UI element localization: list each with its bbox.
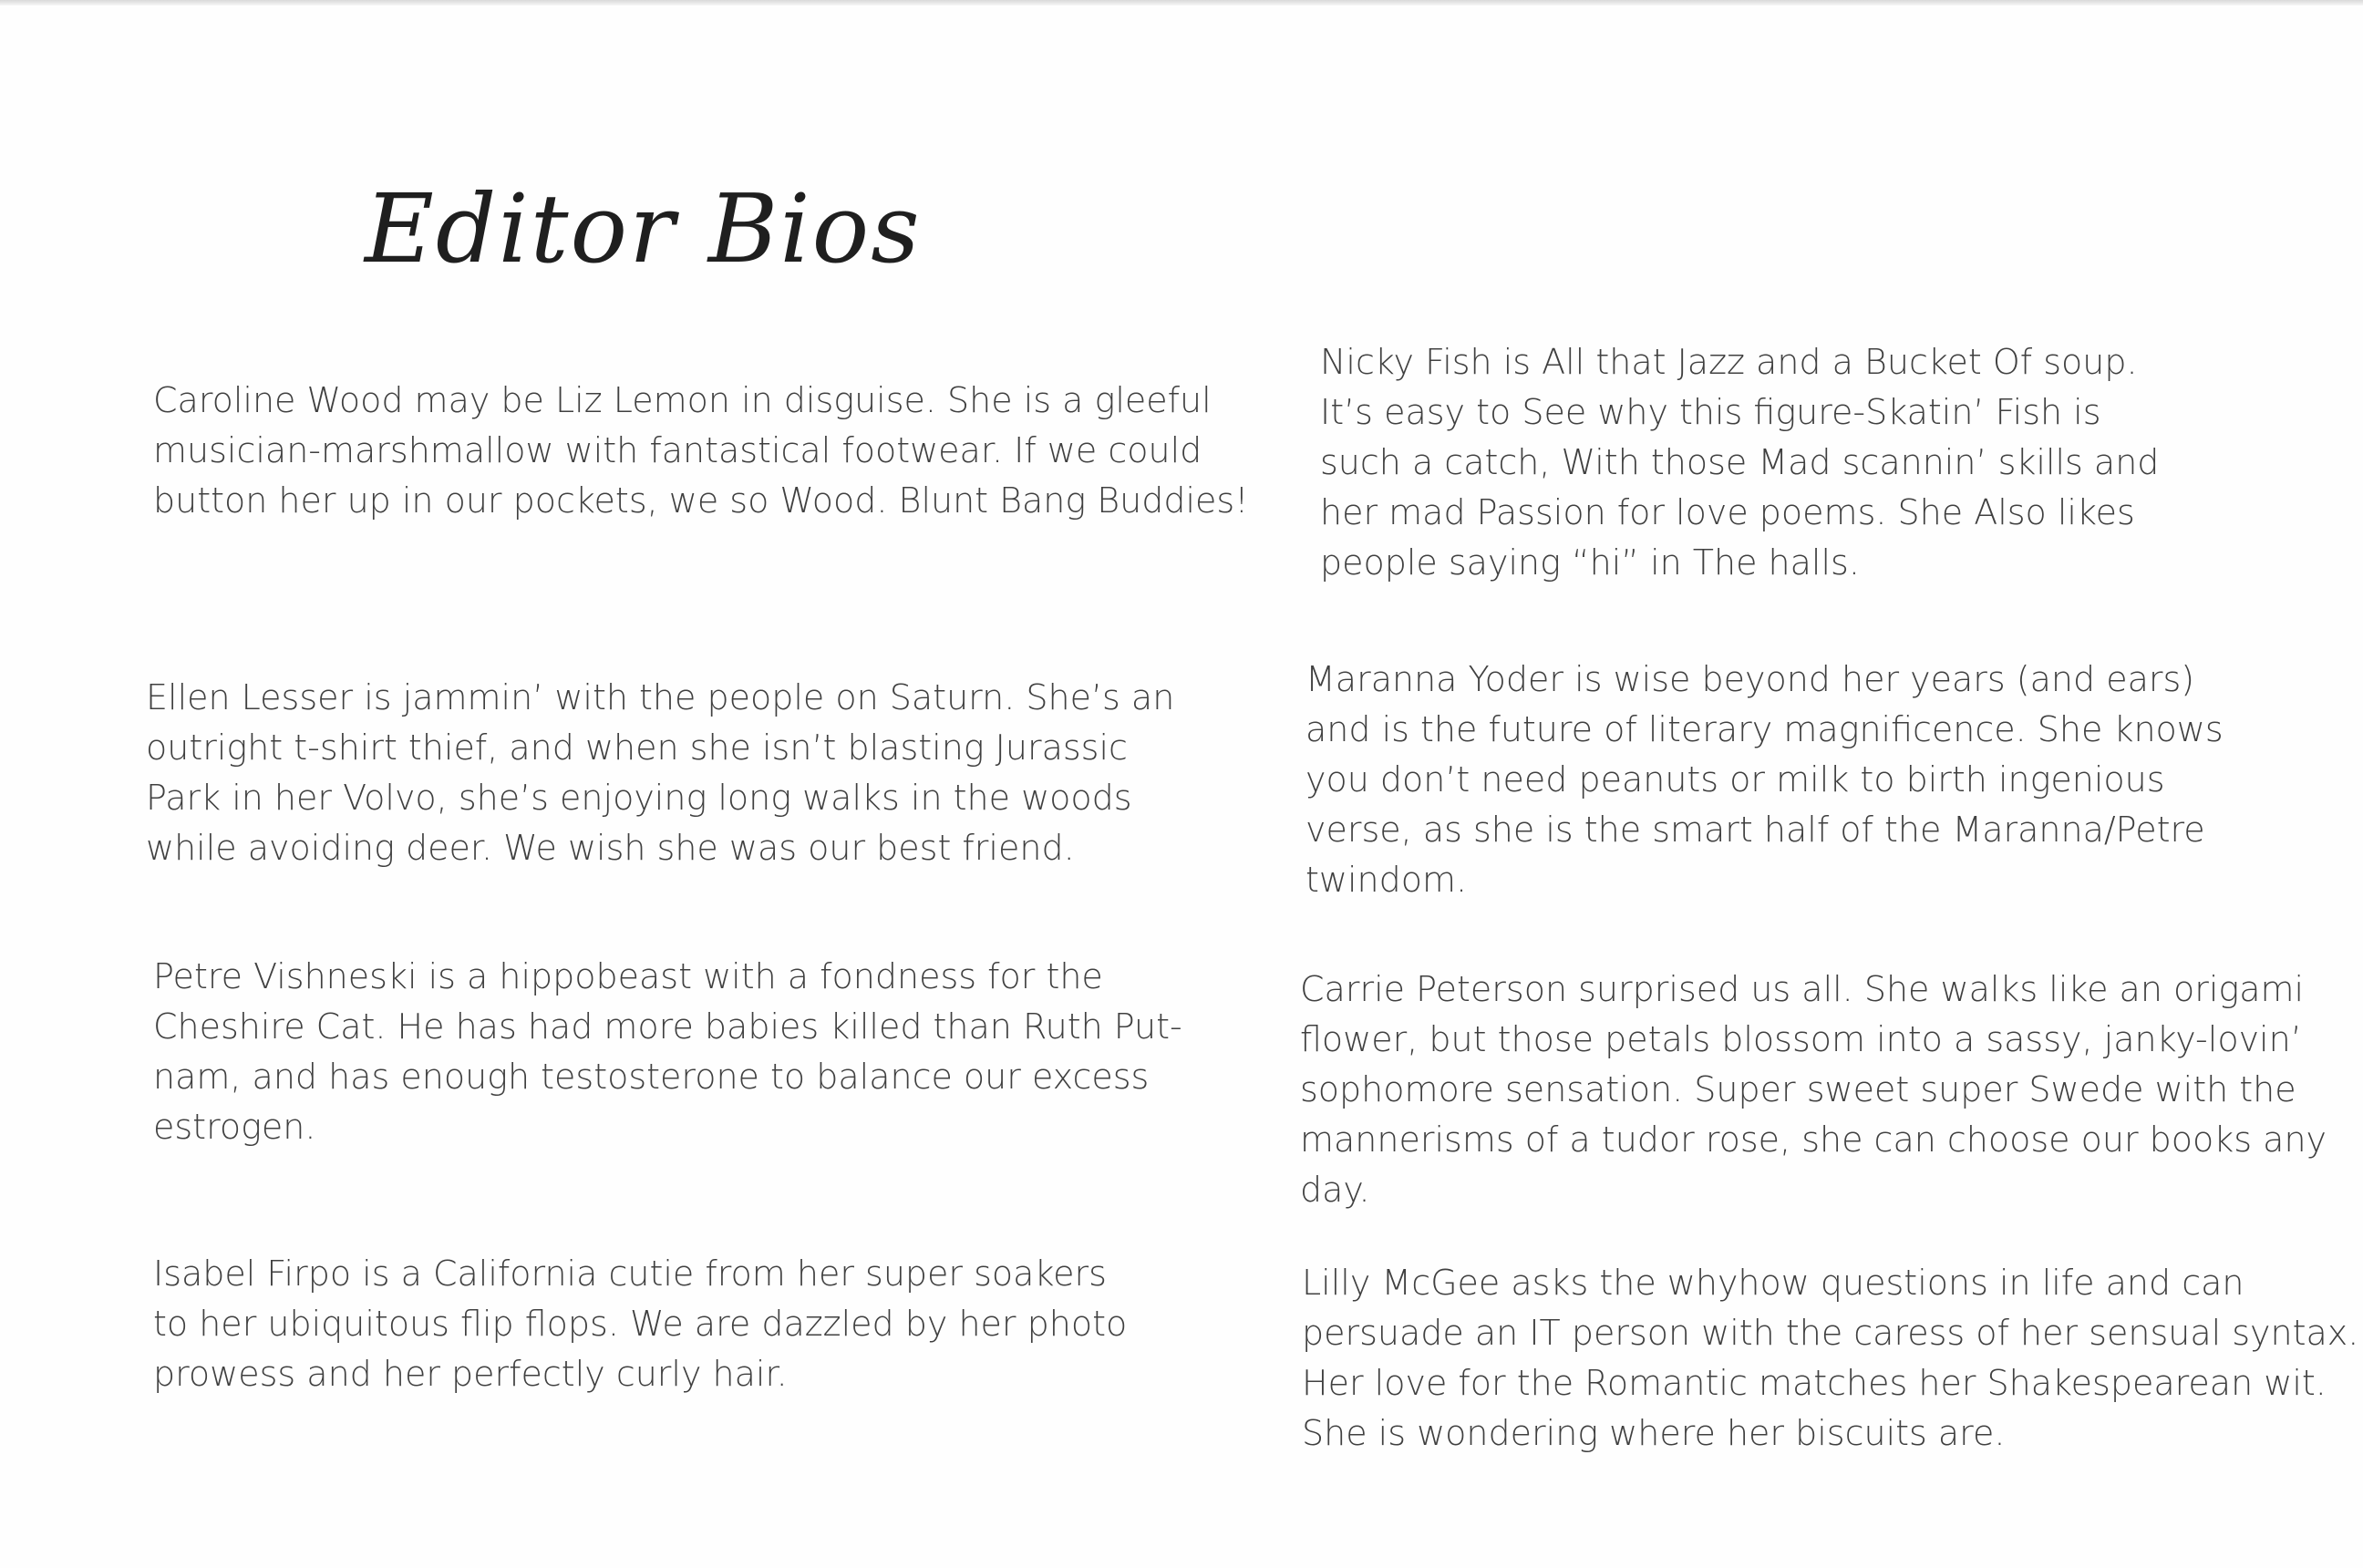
bio-carrie-peterson: Carrie Peterson surprised us all. She walks like an origami flower, but those petals blossom into a sassy, janky-lovin’ sophomore sensation. Super sweet super Swede with the mannerisms of a tudor rose, she can choose our books any day. [1300, 969, 2327, 1210]
page-title: Editor Bios [365, 173, 922, 284]
bio-caroline-wood: Caroline Wood may be Liz Lemon in disguise. She is a gleeful musician-marshmallow with fantastical footwear. If we could button her up in our pockets, we so Wood. Blunt Bang Buddies! [153, 380, 1249, 521]
bio-maranna-yoder: Maranna Yoder is wise beyond her years (and ears) and is the future of literary magnificence. She knows you don’t need peanuts or milk to birth ingenious verse, as she is the smart half of the Maranna/Petre twindom. [1305, 659, 2224, 900]
bio-nicky-fish: Nicky Fish is All that Jazz and a Bucket Of soup. It’s easy to See why this figure-Skatin’ Fish is such a catch, With those Mad scannin’ skills and her mad Passion for love poems. She Also likes people saying “hi” in The halls. [1320, 342, 2160, 583]
scan-top-edge [0, 0, 2363, 5]
bio-isabel-firpo: Isabel Firpo is a California cutie from her super soakers to her ubiquitous flip flops. We are dazzled by her photo prowess and her perfectly curly hair. [153, 1253, 1128, 1394]
bio-petre-vishneski: Petre Vishneski is a hippobeast with a fondness for the Cheshire Cat. He has had more babies killed than Ruth Put- nam, and has enough testosterone to balance our excess estrogen. [153, 956, 1182, 1147]
bio-lilly-mcgee: Lilly McGee asks the whyhow questions in life and can persuade an IT person with the caress of her sensual syntax. Her love for the Romantic matches her Shakespearean wit. She is wondering where her biscuits are. [1302, 1263, 2359, 1453]
bio-ellen-lesser: Ellen Lesser is jammin’ with the people on Saturn. She’s an outright t-shirt thief, and when she isn’t blasting Jurassic Park in her Volvo, she’s enjoying long walks in the woods while avoiding deer. We wish she was our best friend. [146, 677, 1175, 868]
